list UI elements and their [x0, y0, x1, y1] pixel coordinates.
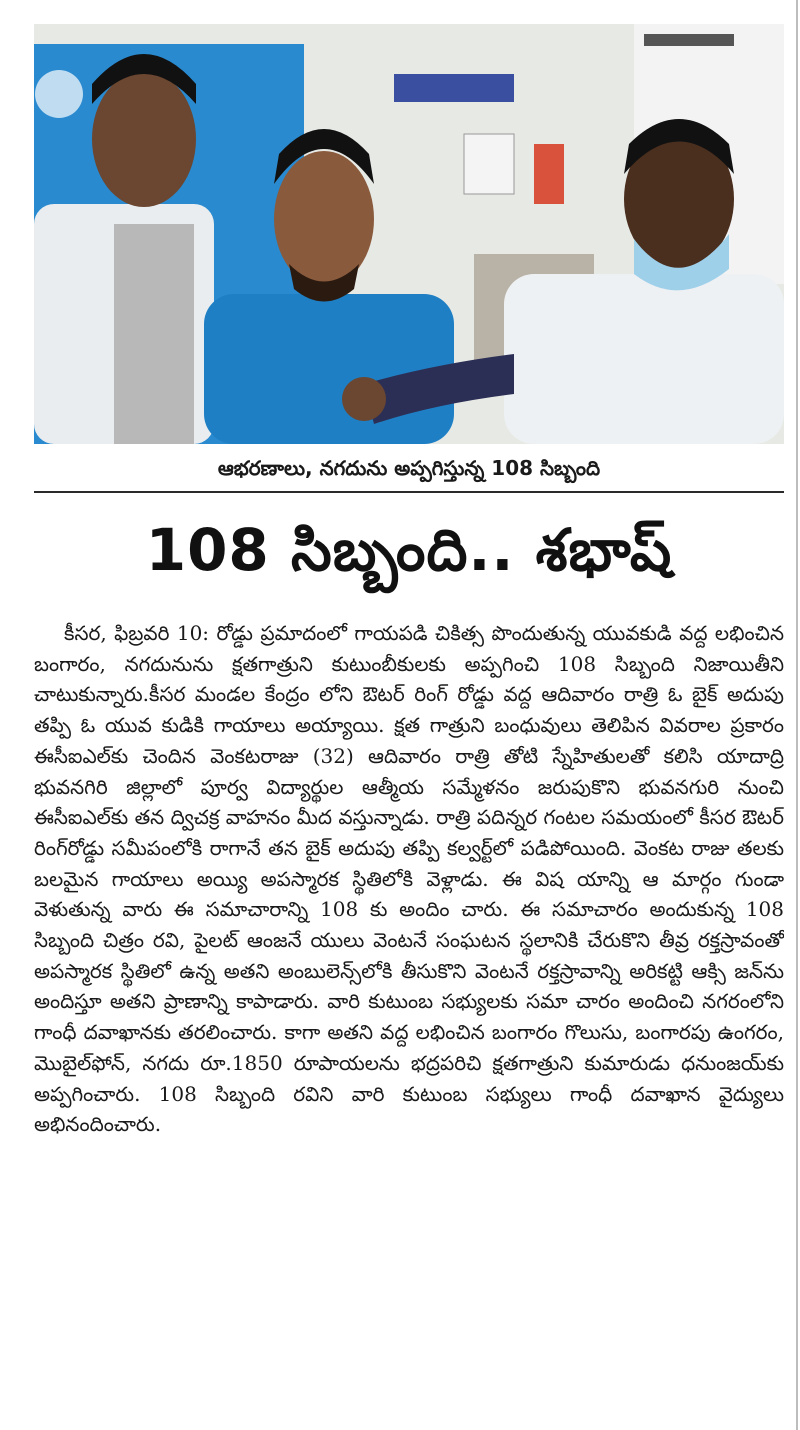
divider: [34, 491, 784, 493]
news-photo: [34, 24, 784, 444]
column-edge: [796, 0, 798, 1430]
headline: 108 సిబ్బంది.. శభాష్: [145, 516, 673, 584]
newspaper-clipping: [20, 0, 790, 1430]
photo-icon: [34, 24, 784, 444]
article-body: [34, 618, 784, 1418]
article-paragraph: కీసర, ఫిబ్రవరి 10: రోడ్డు ప్రమాదంలో గాయపడి చికిత్స పొందుతున్న యువకుడి వద్ద లభించిన బంగారం, నగదునును క్షతగాత్రుని కుటుంబీకులకు అప్పగించి 108 సిబ్బంది నిజాయితీని చాటుకున్నారు.కీసర మండల కేంద్రం లోని ఔటర్ రింగ్ రోడ్డు వద్ద ఆదివారం రాత్రి ఓ బైక్ అదుపు తప్పి ఓ యువ కుడికి గాయాలు అయ్యాయి. క్షత గాత్రుని బంధువులు తెలిపిన వివరాల ప్రకారం ఈసీఐఎల్‌కు చెందిన వెంకటరాజు (32) ఆదివారం రాత్రి తోటి స్నేహితులతో కలిసి యాదాద్రి భువనగిరి జిల్లాలో పూర్వ విద్యార్థుల ఆత్మీయ సమ్మేళనం జరుపుకొని భువనగురి నుంచి ఈసీఐఎల్‌కు తన ద్విచక్ర వాహనం మీద వస్తున్నాడు. రాత్రి పదిన్నర గంటల సమయంలో కీసర ఔటర్ రింగ్‌రోడ్డు సమీపంలోకి రాగానే తన బైక్ అదుపు తప్పి కల్వర్ట్‌లో పడిపోయింది. వెంకట రాజు తలకు బలమైన గాయాలు అయ్యి అపస్మారక స్థితిలోకి వెళ్లాడు. ఈ విష యాన్ని ఆ మార్గం గుండా వెళుతున్న వారు ఈ సమాచారాన్ని 108 కు అందిం చారు. ఈ సమాచారం అందుకున్న 108 సిబ్బంది చిత్రం రవి, పైలట్ ఆంజనే యులు వెంటనే సంఘటన స్థలానికి చేరుకొని తీవ్ర రక్తస్రావంతో అపస్మారక స్థితిలో ఉన్న అతని అంబులెన్స్‌లోకి తీసుకొని వెంటనే రక్తస్రావాన్ని అరికట్టి ఆక్సి జన్‌ను అందిస్తూ అతని ప్రాణాన్ని కాపాడారు. వారి కుటుంబ సభ్యులకు సమా చారం అందించి నగరంలోని గాంధీ దవాఖానకు తరలించారు. కాగా అతని వద్ద లభించిన బంగారం గొలుసు, బంగారపు ఉంగరం, మొబైల్‌ఫోన్, నగదు రూ.1850 రూపాయలను భద్రపరిచి క్షతగాత్రుని కుమారుడు ధనుంజయ్‌కు అప్పగించారు. 108 సిబ్బంది రవిని వారి కుటుంబ సభ్యులు గాంధీ దవాఖాన వైద్యులు అభినందించారు.: [34, 621, 784, 1137]
photo-caption: ఆభరణాలు, నగదును అప్పగిస్తున్న 108 సిబ్బంది: [217, 456, 601, 480]
